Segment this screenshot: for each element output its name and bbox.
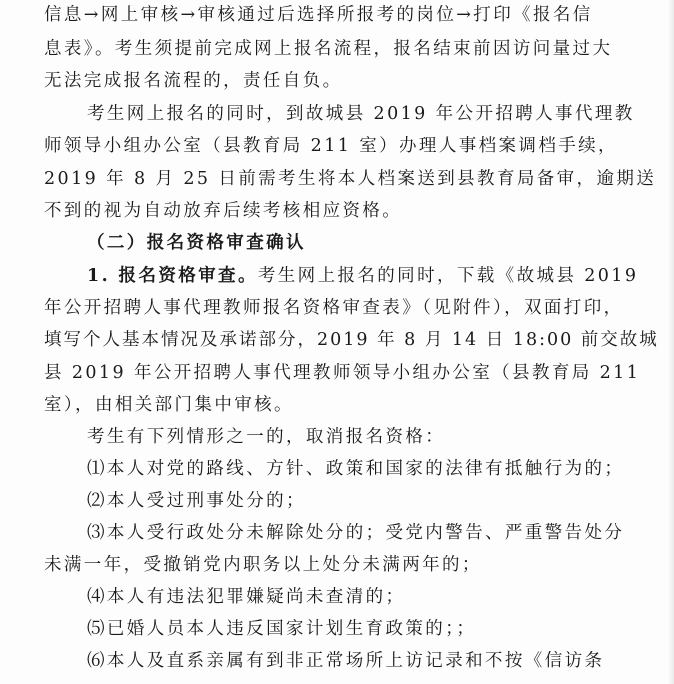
text-line-13: 室），由相关部门集中审核。: [44, 395, 294, 415]
text-line-1: 信息→网上审核→审核通过后选择所报考的岗位→打印《报名信: [44, 5, 593, 25]
section-heading: （二）报名资格审查确认: [87, 233, 306, 253]
text-line-9-cont: 考生网上报名的同时，下载《故城县 2019: [257, 266, 639, 286]
list-item-3: ⑶本人受行政处分未解除处分的；受党内警告、严重警告处分: [87, 523, 625, 543]
text-line-5: 师领导小组办公室（县教育局 211 室）办理人事档案调档手续，: [44, 136, 618, 156]
list-item-4: ⑷本人有违法犯罪嫌疑尚未查清的；: [87, 587, 406, 607]
paragraph-intro: [87, 265, 638, 287]
list-item-1: ⑴本人对党的路线、方针、政策和国家的法律有抵触行为的；: [87, 459, 625, 479]
text-line-14: 考生有下列情形之一的，取消报名资格：: [87, 427, 446, 447]
text-line-2: 息表》。考生须提前完成网上报名流程，报名结束前因访问量过大: [44, 39, 613, 59]
text-line-7: 不到的视为自动放弃后续考核相应资格。: [44, 201, 403, 221]
text-line-12: 县 2019 年公开招聘人事代理教师领导小组办公室（县教育局 211: [44, 363, 641, 383]
list-item-2: ⑵本人受过刑事处分的；: [87, 491, 306, 511]
text-line-4: 考生网上报名的同时，到故城县 2019 年公开招聘人事代理教: [87, 104, 635, 124]
page-edge-shadow: [668, 0, 674, 684]
list-item-5: ⑸已婚人员本人违反国家计划生育政策的；；: [87, 619, 477, 639]
text-line-3: 无法完成报名流程的，责任自负。: [44, 71, 343, 91]
list-item-6: ⑹本人及直系亲属有到非正常场所上访记录和不按《信访条: [87, 651, 605, 671]
list-item-3-cont: 未满一年，受撤销党内职务以上处分未满两年的；: [44, 555, 482, 575]
text-line-10: 年公开招聘人事代理教师报名资格审查表》（见附件），双面打印，: [44, 298, 624, 318]
text-line-6: 2019 年 8 月 25 日前需考生将本人档案送到县教育局备审，逾期送: [44, 169, 657, 189]
item-heading: 1. 报名资格审查。: [87, 266, 258, 286]
text-line-11: 填写个人基本情况及承诺部分，2019 年 8 月 14 日 18:00 前交故城: [44, 330, 659, 350]
